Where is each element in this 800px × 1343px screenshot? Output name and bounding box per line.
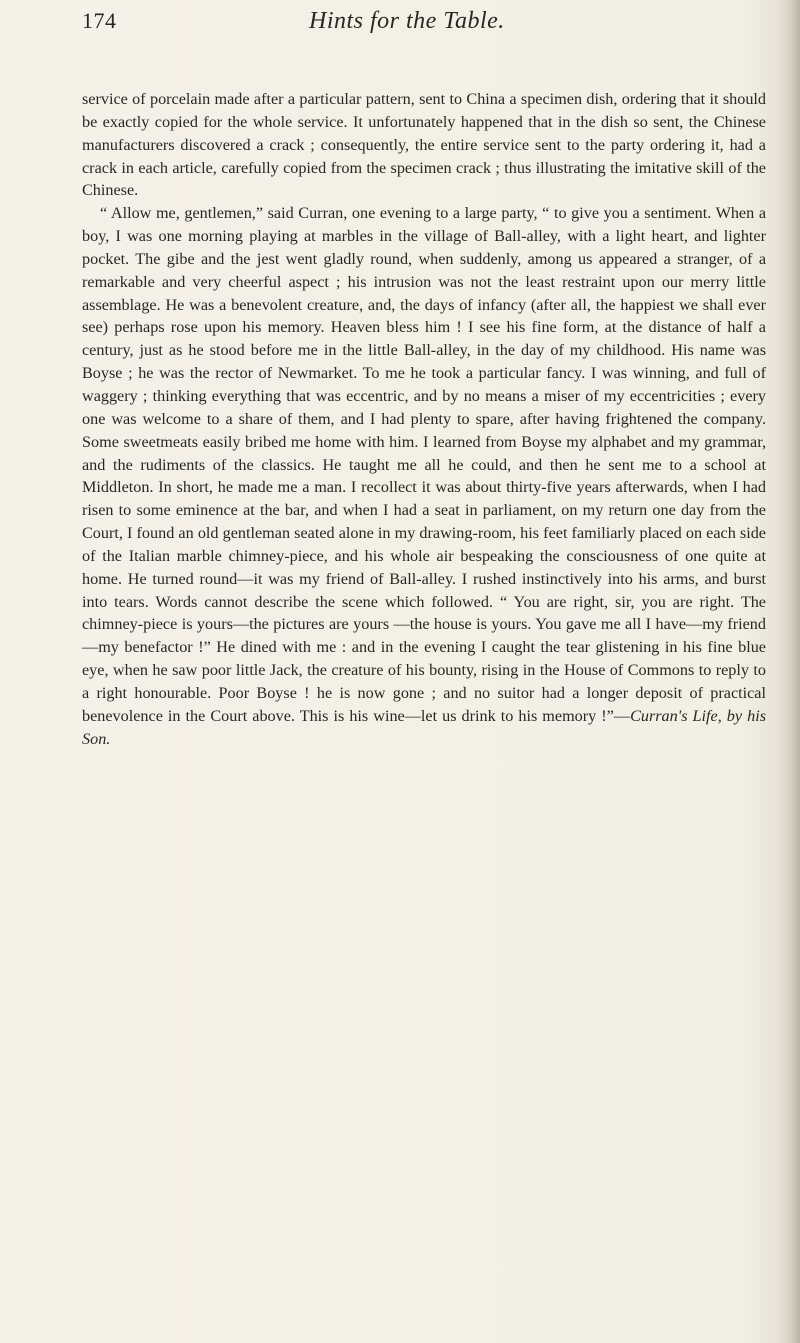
source-citation: Curran's Life, by his Son.	[82, 706, 766, 748]
paragraph-porcelain-anecdote: service of porcelain made after a particular pattern, sent to China a specimen dish, ordering that it should be exactly copied for the whole service. It unfortunately happened that in the dish so sent, the Chinese manufacturers discovered a crack ; consequently, the entire service sent to the party ordering it, had a crack in each article, carefully copied from the specimen crack ; thus illustrating the imitative skill of the Chinese.	[82, 90, 766, 200]
paragraph-curran-sentiment	[82, 202, 766, 750]
page-header	[82, 8, 772, 44]
body-text	[82, 88, 766, 750]
page-number: 174	[82, 8, 117, 33]
running-title: Hints for the Table.	[309, 8, 505, 34]
curran-sentiment-text: “ Allow me, gentlemen,” said Curran, one evening to a large party, “ to give you a sentiment. When a boy, I was one morning playing at marbles in the village of Ball-alley, with a light heart, and lighter pocket. The gibe and the jest went gladly round, when suddenly, among us appeared a stranger, of a remarkable and very cheerful aspect ; his intrusion was not the least restraint upon our merry little assemblage. He was a benevolent creature, and, the days of infancy (after all, the happiest we shall ever see) perhaps rose upon his memory. Heaven bless him ! I see his fine form, at the distance of half a century, just as he stood before me in the little Ball-alley, in the day of my childhood. His name was Boyse ; he was the rector of Newmarket. To me he took a particular fancy. I was winning, and full of waggery ; thinking everything that was eccentric, and by no means a miser of my eccentricities ; every one was welcome to a share of them, and I had plenty to spare, after having frightened the company. Some sweetmeats easily bribed me home with him. I learned from Boyse my alphabet and my grammar, and the rudiments of the classics. He taught me all he could, and then he sent me to a school at Middleton. In short, he made me a man. I recollect it was about thirty-five years afterwards, when I had risen to some eminence at the bar, and when I had a seat in parliament, on my return one day from the Court, I found an old gentleman seated alone in my drawing-room, his feet familiarly placed on each side of the Italian marble chimney-piece, and his whole air bespeaking the consciousness of one quite at home. He turned round—it was my friend of Ball-alley. I rushed instinctively into his arms, and burst into tears. Words cannot describe the scene which followed. “ You are right, sir, you are right. The chimney-piece is yours—the pictures are yours —the house is yours. You gave me all I have—my friend—my benefactor !” He dined with me : and in the evening I caught the tear glistening in his fine blue eye, when he saw poor little Jack, the creature of his bounty, rising in the House of Commons to reply to a right honourable. Poor Boyse ! he is now gone ; and no suitor had a longer deposit of practical benevolence in the Court above. This is his wine—let us drink to his memory !”—	[82, 204, 766, 725]
page-edge-shadow	[778, 0, 800, 1343]
